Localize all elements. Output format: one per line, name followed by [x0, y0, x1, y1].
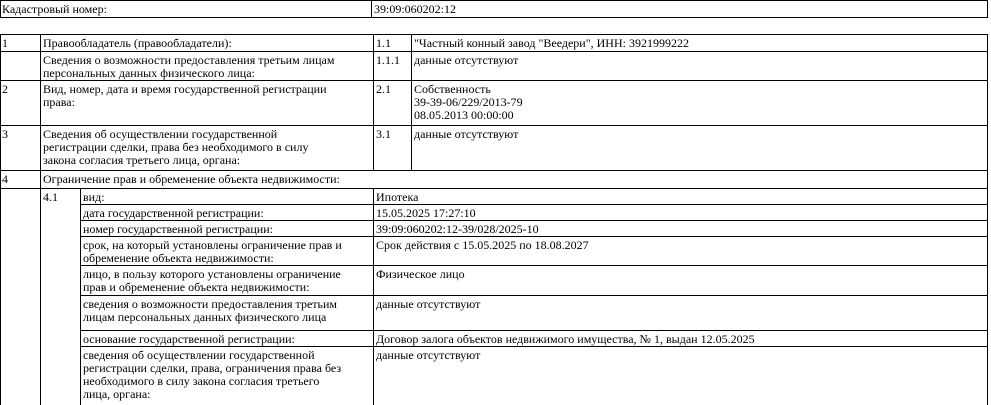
encumbrance-value: 15.05.2025 17:27:10	[376, 206, 476, 220]
table-border	[80, 295, 988, 296]
encumbrance-number: 4.1	[43, 190, 58, 204]
cadastral-number-value: 39:09:060202:12	[374, 2, 457, 16]
row-label: Ограничение прав и обременение объекта недвижимости:	[43, 172, 340, 186]
encumbrance-label: основание государственной регистрации:	[83, 332, 295, 346]
row-value: данные отсутствуют	[414, 127, 519, 141]
row-label: Вид, номер, дата и время государственной регистрации	[43, 82, 327, 96]
row-value: данные отсутствуют	[414, 53, 519, 67]
table-border	[0, 34, 988, 35]
row-subnumber: 2.1	[376, 82, 391, 96]
table-border	[40, 34, 41, 405]
table-border	[0, 125, 988, 126]
row-label: Правообладатель (правообладатели):	[43, 36, 232, 50]
table-border	[0, 0, 1, 18]
row-value: "Частный конный завод "Веедери", ИНН: 3921999222	[414, 36, 689, 50]
encumbrance-label: номер государственной регистрации:	[83, 222, 273, 236]
encumbrance-label: прав и обременение объекта недвижимости:	[83, 280, 310, 294]
encumbrance-value: Физическое лицо	[376, 267, 465, 281]
table-border	[373, 34, 374, 171]
row-label: Сведения об осуществлении государственной	[43, 127, 278, 141]
encumbrance-value: Договор залога объектов недвижимого имущества, № 1, выдан 12.05.2025	[376, 332, 755, 346]
row-label: Сведения о возможности предоставления третьим лицам	[43, 53, 335, 67]
row-number: 3	[2, 127, 8, 141]
encumbrance-label: вид:	[83, 190, 105, 204]
row-subnumber: 1.1	[376, 36, 391, 50]
row-value: Собственность	[414, 82, 491, 96]
encumbrance-label: сведения о возможности предоставления третьим	[83, 297, 338, 311]
row-label: регистрации сделки, права без необходимого в силу	[43, 140, 309, 154]
row-number: 2	[2, 82, 8, 96]
encumbrance-label: сведения об осуществлении государственной	[83, 348, 315, 362]
encumbrance-label: обременение объекта недвижимости:	[83, 251, 274, 265]
table-border	[80, 330, 988, 331]
table-border	[80, 188, 988, 189]
encumbrance-label: дата государственной регистрации:	[83, 206, 264, 220]
table-border	[0, 51, 988, 52]
encumbrance-label: срок, на который установлены ограничение прав и	[83, 238, 342, 252]
encumbrance-value: данные отсутствуют	[376, 297, 481, 311]
encumbrance-value: 39:09:060202:12-39/028/2025-10	[376, 222, 539, 236]
encumbrance-label: лицо, в пользу которого установлены ограничение	[83, 267, 341, 281]
table-border	[987, 0, 988, 18]
encumbrance-label: лицам персональных данных физического лица	[83, 310, 327, 324]
row-value: 39-39-06/229/2013-79	[414, 95, 523, 109]
row-label: закона согласия третьего лица, органа:	[43, 153, 241, 167]
row-value: 08.05.2013 00:00:00	[414, 108, 514, 122]
row-number: 1	[2, 36, 8, 50]
row-label: права:	[43, 95, 75, 109]
table-border	[0, 34, 1, 405]
table-border	[411, 34, 412, 171]
encumbrance-label: лица, органа:	[83, 387, 151, 401]
encumbrance-label: необходимого в силу закона согласия третьего	[83, 374, 320, 388]
table-border	[80, 346, 988, 347]
table-border	[0, 17, 988, 18]
row-number: 4	[2, 172, 8, 186]
cadastral-number-label: Кадастровый номер:	[2, 2, 107, 16]
table-border	[0, 170, 988, 171]
table-border	[80, 220, 988, 221]
encumbrance-value: данные отсутствуют	[376, 348, 481, 362]
table-border	[80, 204, 988, 205]
row-subnumber: 3.1	[376, 127, 391, 141]
encumbrance-label: регистрации сделки, права, ограничения права без	[83, 361, 342, 375]
table-border	[0, 80, 988, 81]
encumbrance-value: Срок действия с 15.05.2025 по 18.08.2027	[376, 238, 589, 252]
table-border	[371, 0, 372, 18]
row-subnumber: 1.1.1	[376, 53, 400, 67]
table-border	[80, 265, 988, 266]
encumbrance-value: Ипотека	[376, 190, 419, 204]
table-border	[80, 236, 988, 237]
table-border	[0, 0, 988, 1]
table-border	[987, 170, 988, 405]
row-label: персональных данных физического лица:	[43, 66, 255, 80]
